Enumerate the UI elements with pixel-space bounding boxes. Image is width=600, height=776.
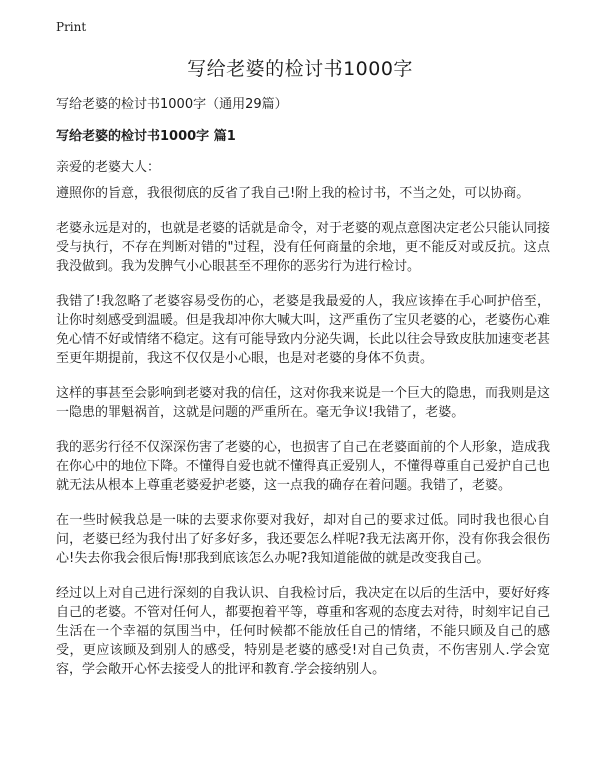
letter-body bbox=[56, 184, 550, 695]
paragraph: 这样的事甚至会影响到老婆对我的信任，这对你我来说是一个巨大的隐患，而我则是这一隐患的罪魁祸首，这就是问题的严重所在。毫无争议!我错了，老婆。 bbox=[56, 386, 551, 420]
page-title: 写给老婆的检讨书1000字 bbox=[187, 58, 413, 80]
paragraph: 遵照你的旨意，我很彻底的反省了我自己!附上我的检讨书，不当之处，可以协商。 bbox=[56, 186, 530, 201]
greeting: 亲爱的老婆大人： bbox=[56, 160, 161, 175]
paragraph: 经过以上对自己进行深刻的自我认识、自我检讨后，我决定在以后的生活中，要好好疼自己的老婆。不管对任何人，都要抱着平等，尊重和客观的态度去对待，时刻牢记自己生活在一个幸福的氛围当中，任何时候都不能放任自己的情绪，不能只顾及自己的感受，更应该顾及到别人的感受，特别是老婆的感受!对自己负责，不伤害别人.学会宽容，学会敞开心怀去接受人的批评和教育.学会接纳别人。 bbox=[56, 586, 551, 677]
print-link[interactable]: Print bbox=[56, 20, 87, 34]
document-subtitle: 写给老婆的检讨书1000字（通用29篇） bbox=[56, 97, 288, 112]
paragraph: 老婆永远是对的，也就是老婆的话就是命令，对于老婆的观点意图决定老公只能认同接受与执行，不存在判断对错的"过程，没有任何商量的余地，更不能反对或反抗。这点我没做到。我为发脾气小心眼甚至不理你的恶劣行为进行检讨。 bbox=[56, 221, 551, 274]
paragraph: 在一些时候我总是一味的去要求你要对我好，却对自己的要求过低。同时我也很心自问，老婆已经为我付出了好多好多，我还要怎么样呢?我无法离开你，没有你我会很伤心!失去你我会很后悔!那我到底该怎么办呢?我知道能做的就是改变我自己。 bbox=[56, 513, 550, 566]
paragraph: 我错了!我忽略了老婆容易受伤的心，老婆是我最爱的人，我应该捧在手心呵护倍至，让你时刻感受到温暖。但是我却冲你大喊大叫，这严重伤了宝贝老婆的心，老婆伤心难免心情不好或情绪不稳定。这有可能导致内分泌失调，长此以往会导致皮肤加速变老甚至更年期提前，我这不仅仅是小心眼，也是对老婆的身体不负责。 bbox=[56, 294, 551, 366]
section-heading: 写给老婆的检讨书1000字 篇1 bbox=[56, 129, 236, 144]
paragraph: 我的恶劣行径不仅深深伤害了老婆的心，也损害了自己在老婆面前的个人形象，造成我在你心中的地位下降。不懂得自爱也就不懂得真正爱别人，不懂得尊重自己爱护自己也就无法从根本上尊重老婆爱护老婆，这一点我的确存在着问题。我错了，老婆。 bbox=[56, 440, 551, 493]
